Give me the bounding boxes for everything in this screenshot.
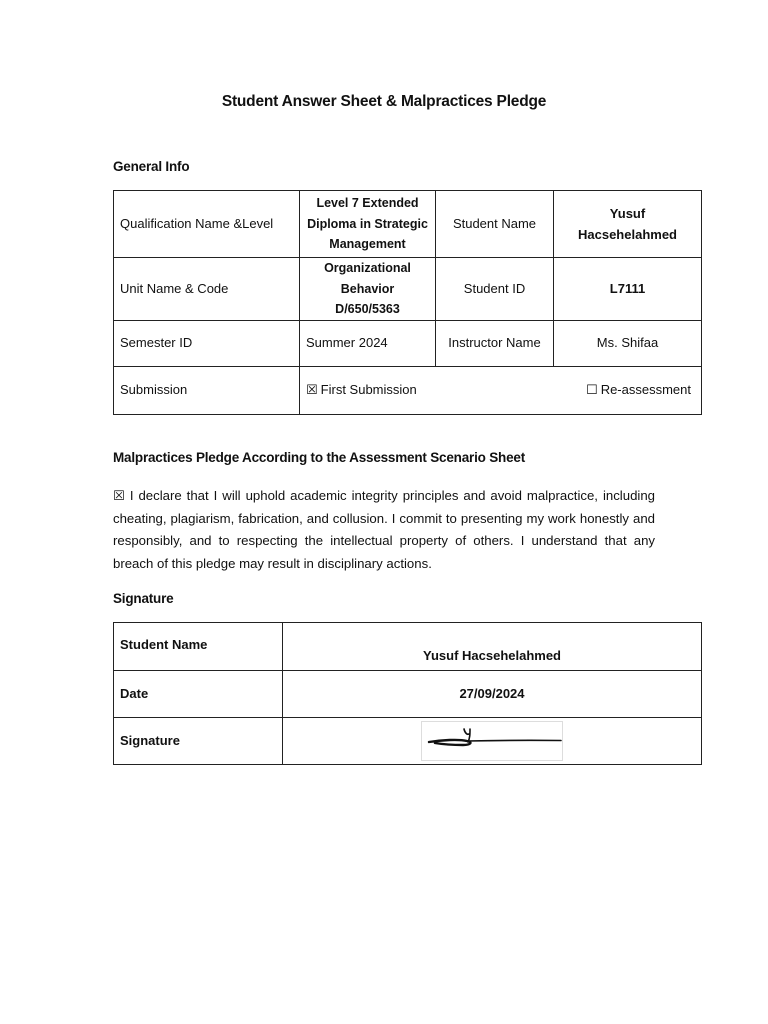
empty-box-icon: ☐ [586, 382, 598, 397]
signature-label: Signature [114, 718, 283, 765]
pledge-text [113, 485, 655, 575]
qualification-value [300, 191, 436, 258]
table-row [114, 258, 702, 321]
table-row [114, 366, 702, 414]
checked-box-icon: ☒ [306, 382, 318, 397]
sig-student-name-value: Yusuf Hacsehelahmed [283, 623, 702, 671]
general-info-heading: General Info [113, 159, 190, 174]
student-name-value [554, 191, 702, 258]
student-name-line: Hacsehelahmed [578, 227, 677, 242]
qualification-label: Qualification Name &Level [114, 191, 300, 258]
reassessment-option[interactable] [586, 380, 691, 400]
table-row [114, 623, 702, 671]
table-row [114, 320, 702, 366]
qualification-line: Diploma in Strategic [307, 216, 428, 231]
first-submission-label: First Submission [320, 382, 417, 397]
instructor-value: Ms. Shifaa [554, 320, 702, 366]
signature-table [113, 622, 702, 765]
unit-line: Behavior [340, 281, 395, 296]
reassessment-label: Re-assessment [600, 382, 691, 397]
general-info-table [113, 190, 702, 415]
signature-cell [283, 718, 702, 765]
semester-label: Semester ID [114, 320, 300, 366]
student-id-value: L7111 [554, 258, 702, 321]
table-row [114, 191, 702, 258]
date-label: Date [114, 671, 283, 718]
table-row [114, 671, 702, 718]
page-title: Student Answer Sheet & Malpractices Pledge [221, 93, 547, 110]
submission-options [300, 366, 702, 414]
qualification-line: Level 7 Extended [316, 196, 419, 211]
unit-line: Organizational [324, 261, 411, 275]
pledge-statement: I declare that I will uphold academic integrity principles and avoid malpractice, including cheating, plagiarism, fabrication, and collusion. I commit to presenting my work honestly and responsibly, and to respecting the intellectual property of others. I understand that any breach of this pledge may result in disciplinary actions. [113, 488, 655, 571]
checked-box-icon: ☒ [113, 488, 125, 503]
date-value: 27/09/2024 [283, 671, 702, 718]
handwritten-signature [421, 721, 563, 761]
qualification-line: Management [329, 237, 406, 252]
instructor-label: Instructor Name [436, 320, 554, 366]
sig-student-name-label: Student Name [114, 623, 283, 671]
unit-line: D/650/5363 [335, 302, 400, 316]
signature-heading: Signature [113, 591, 174, 606]
pledge-heading: Malpractices Pledge According to the Assessment Scenario Sheet [113, 450, 525, 465]
student-name-label: Student Name [436, 191, 554, 258]
semester-value: Summer 2024 [300, 320, 436, 366]
student-id-label: Student ID [436, 258, 554, 321]
submission-label: Submission [114, 366, 300, 414]
table-row [114, 718, 702, 765]
first-submission-option[interactable] [306, 380, 417, 400]
student-name-line: Yusuf [609, 206, 646, 221]
unit-value [300, 258, 436, 321]
unit-label: Unit Name & Code [114, 258, 300, 321]
